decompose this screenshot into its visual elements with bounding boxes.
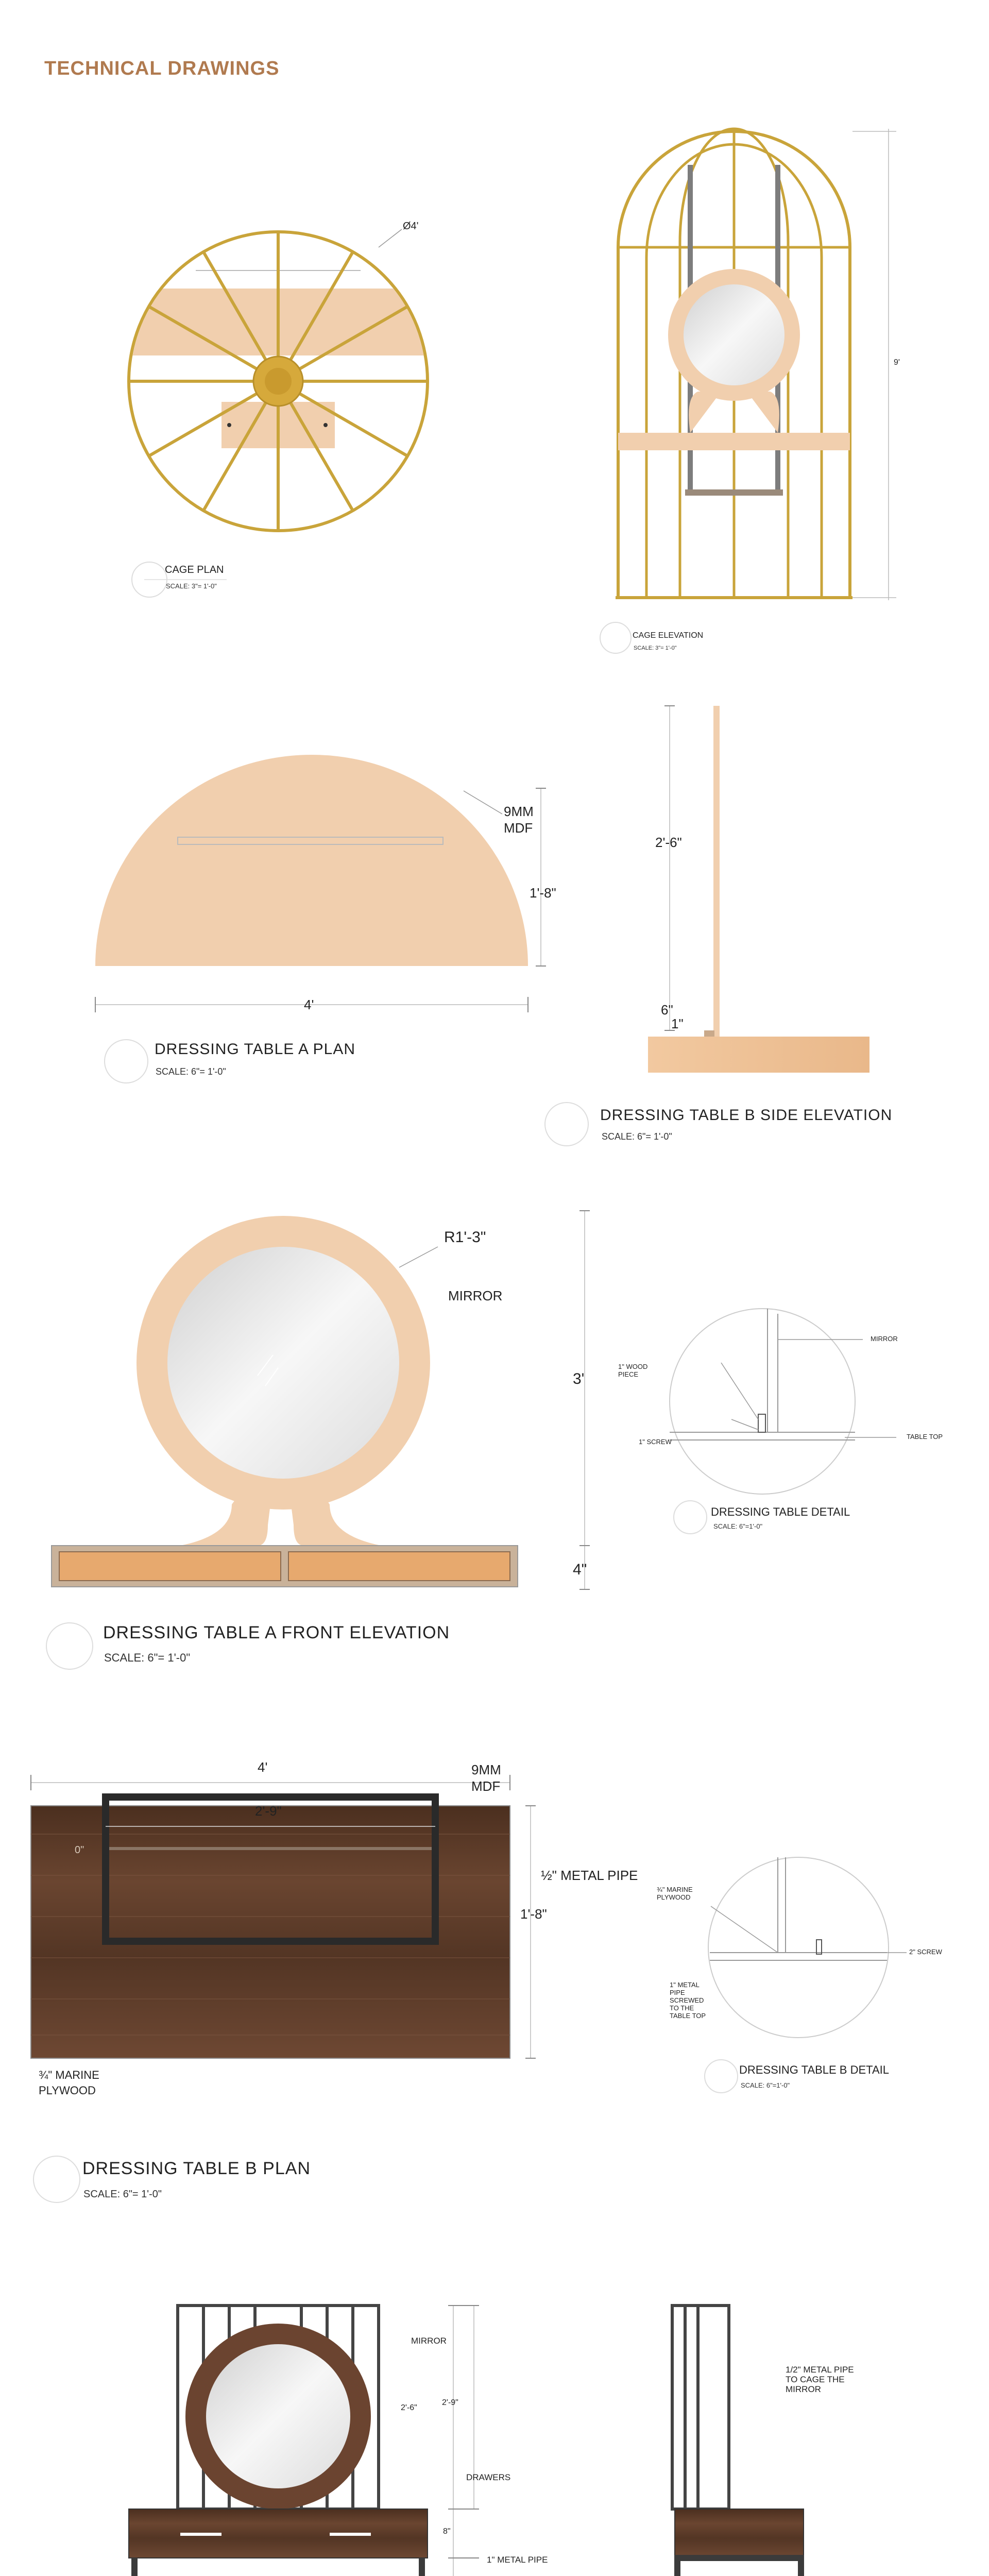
cage-elevation-drawing — [600, 129, 896, 653]
table-a-material-line2: MDF — [504, 820, 533, 836]
b-detail-pipe-label: 1" METAL PIPE SCREWED TO THE TABLE TOP — [670, 1981, 706, 2020]
table-b-side-1-label: 1" — [671, 1016, 684, 1031]
table-a-mirror-label: MIRROR — [448, 1288, 503, 1303]
table-a-width-label: 4' — [304, 997, 314, 1012]
table-a-radius-label: R1'-3" — [444, 1229, 486, 1246]
table-a-plan-scale: SCALE: 6"= 1'-0" — [156, 1066, 226, 1077]
cage-plan-drawing — [129, 229, 428, 597]
detail-screw-label: 1" SCREW — [639, 1438, 672, 1446]
table-detail-drawing — [670, 1309, 896, 1534]
table-b-side-scale: SCALE: 6"= 1'-0" — [602, 1131, 672, 1142]
b-front-mirror-label: MIRROR — [411, 2336, 447, 2346]
table-b-inner-label: 2'-9" — [255, 1803, 282, 1819]
cage-plan-scale: SCALE: 3"= 1'-0" — [166, 582, 217, 590]
b-side2-pipe-note: 1/2" METAL PIPE TO CAGE THE MIRROR — [786, 2365, 854, 2394]
table-b-detail-title: DRESSING TABLE B DETAIL — [739, 2063, 889, 2076]
table-b-front-elevation-drawing — [110, 2306, 479, 2576]
table-b-side-title: DRESSING TABLE B SIDE ELEVATION — [600, 1107, 893, 1124]
b-front-29-label: 2'-9" — [442, 2398, 458, 2407]
table-a-material-line1: 9MM — [504, 804, 534, 819]
table-b-depth-label: 1'-8" — [520, 1906, 547, 1922]
b-front-8-label: 8" — [443, 2527, 451, 2536]
detail-table-top-label: TABLE TOP — [907, 1433, 943, 1440]
table-a-depth-label: 1'-8" — [530, 885, 556, 901]
b-detail-marine-label: ¾" MARINE PLYWOOD — [657, 1886, 693, 1901]
b-front-26-label: 2'-6" — [401, 2403, 417, 2412]
cage-height-label: 9' — [894, 358, 900, 367]
table-b-mdf-line2: MDF — [471, 1778, 501, 1794]
table-b-plan-title: DRESSING TABLE B PLAN — [82, 2159, 311, 2178]
cage-plan-title: CAGE PLAN — [165, 564, 224, 575]
b-front-pipe-label: 1" METAL PIPE — [487, 2555, 548, 2565]
table-b-plan-drawing — [31, 1775, 536, 2202]
detail-mirror-label: MIRROR — [871, 1335, 898, 1343]
table-a-front-scale: SCALE: 6"= 1'-0" — [104, 1651, 191, 1664]
table-a-plan-drawing — [95, 755, 546, 1083]
b-front-drawers-label: DRAWERS — [466, 2472, 511, 2482]
table-b-side-elevation-2-drawing — [653, 2306, 804, 2576]
table-b-detail-drawing — [705, 1857, 907, 2093]
table-b-side-height-label: 2'-6" — [655, 835, 682, 850]
table-detail-title: DRESSING TABLE DETAIL — [711, 1505, 850, 1518]
table-b-plywood-line1: ¾" MARINE — [39, 2069, 99, 2081]
table-b-mdf-line1: 9MM — [471, 1762, 501, 1777]
cage-elevation-scale: SCALE: 3"= 1'-0" — [634, 645, 677, 651]
table-b-side-6-label: 6" — [661, 1002, 673, 1018]
cage-diameter-label: Ø4' — [403, 221, 419, 232]
table-a-top-label: 4" — [573, 1561, 587, 1578]
detail-wood-piece-label: 1" WOOD PIECE — [618, 1363, 648, 1378]
table-b-plan-scale: SCALE: 6"= 1'-0" — [83, 2189, 162, 2200]
table-a-front-elevation-drawing — [46, 1211, 590, 1669]
table-b-small-label: 0" — [75, 1844, 84, 1856]
table-b-plywood-line2: PLYWOOD — [39, 2084, 96, 2097]
table-a-plan-title: DRESSING TABLE A PLAN — [155, 1041, 356, 1058]
table-detail-scale: SCALE: 6"=1'-0" — [713, 1522, 763, 1530]
table-a-front-title: DRESSING TABLE A FRONT ELEVATION — [103, 1623, 450, 1642]
table-b-side-elevation-drawing — [545, 706, 869, 1146]
table-a-height-label: 3' — [573, 1370, 585, 1387]
table-b-width-label: 4' — [258, 1759, 268, 1775]
page-title: TECHNICAL DRAWINGS — [44, 58, 280, 79]
table-b-pipe-label: ½" METAL PIPE — [541, 1868, 638, 1883]
table-b-detail-scale: SCALE: 6"=1'-0" — [741, 2081, 790, 2089]
cage-elevation-title: CAGE ELEVATION — [633, 631, 704, 640]
b-detail-screw-label: 2" SCREW — [909, 1948, 942, 1956]
